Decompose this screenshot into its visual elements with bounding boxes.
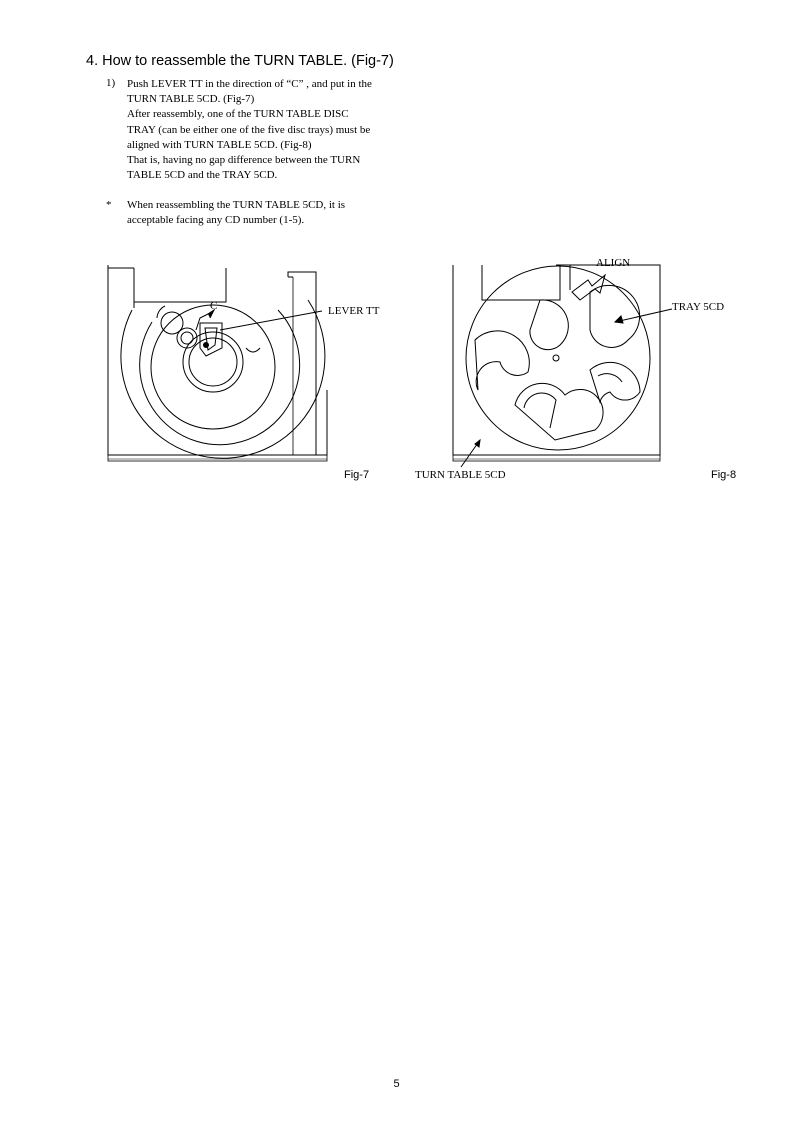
fig8-drawing (453, 265, 672, 467)
fig8-tray-label: TRAY 5CD (672, 301, 725, 313)
fig8-caption: Fig-8 (711, 469, 737, 481)
page-number: 5 (393, 1078, 400, 1090)
step-line: TURN TABLE 5CD. (Fig-7) (127, 93, 255, 106)
fig7-drawing (108, 265, 327, 461)
step-line: That is, having no gap difference between the TURN (127, 154, 361, 167)
step-number: 1) (106, 77, 116, 89)
fig7-direction-letter: C (210, 300, 218, 312)
fig8-align-label: ALIGN (596, 257, 631, 269)
step-line: Push LEVER TT in the direction of “C” , and put in the (127, 78, 372, 90)
note-bullet: * (106, 199, 112, 211)
step-line: TABLE 5CD and the TRAY 5CD. (127, 169, 278, 182)
section-heading: 4. How to reassemble the TURN TABLE. (Fig-7) (86, 53, 394, 69)
step-line: aligned with TURN TABLE 5CD. (Fig-8) (127, 138, 312, 151)
step-line: After reassembly, one of the TURN TABLE DISC (127, 108, 349, 121)
fig7-caption: Fig-7 (344, 469, 370, 481)
note-line: When reassembling the TURN TABLE 5CD, it is (127, 199, 346, 211)
step-line: TRAY (can be either one of the five disc trays) must be (127, 123, 371, 136)
fig8-turntable-label: TURN TABLE 5CD (415, 469, 506, 481)
fig7-lever-label: LEVER TT (328, 305, 380, 317)
note-line: acceptable facing any CD number (1-5). (127, 214, 305, 227)
